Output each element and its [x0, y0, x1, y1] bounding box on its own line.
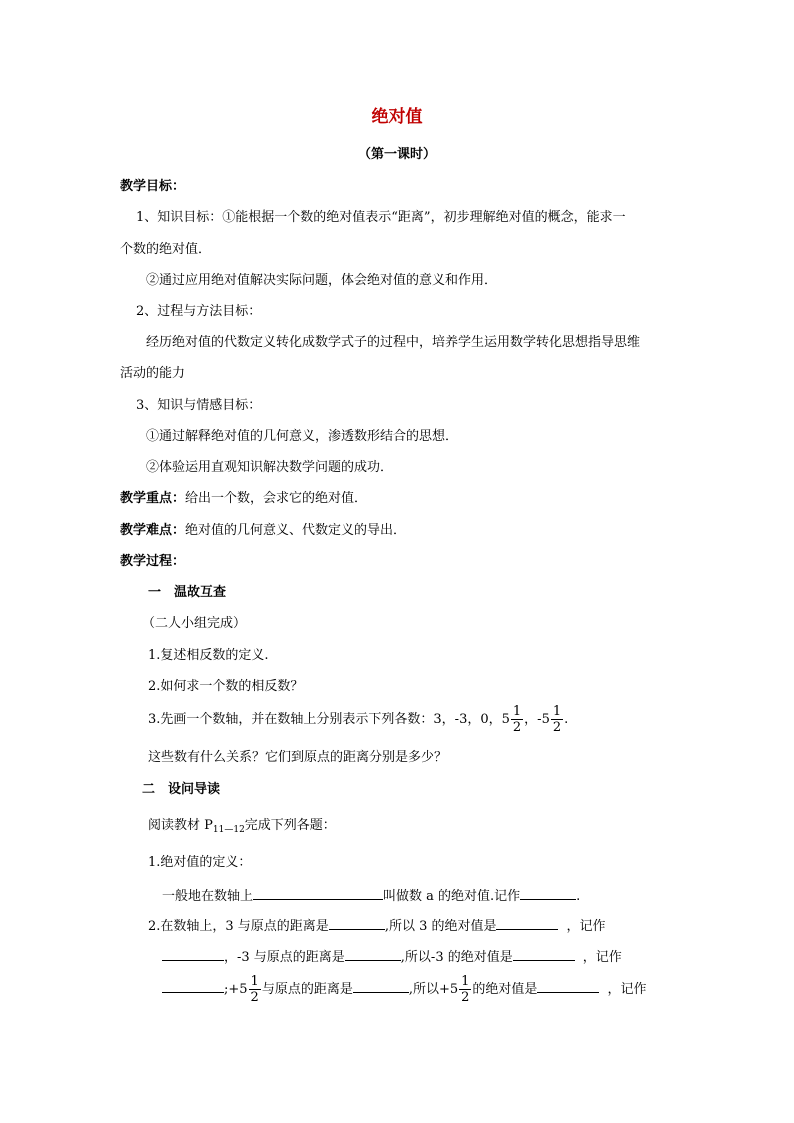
fraction-one-half-2: $\frac{1}{2}$	[552, 704, 562, 735]
definition-prefix: 一般地在数轴上	[162, 889, 254, 904]
blank-abs-3[interactable]	[496, 915, 558, 930]
section-1-question-2: 2.如何求一个数的相反数？	[148, 679, 304, 694]
question-2-line-2	[162, 946, 622, 968]
q2-text-b: ,所以 3 的绝对值是	[384, 919, 497, 934]
document-title: 绝对值	[371, 107, 423, 127]
section-1-question-1: 1.复述相反数的定义.	[148, 648, 269, 663]
blank-distance-3[interactable]	[329, 915, 385, 930]
q2-text-j: 的绝对值是	[472, 982, 538, 997]
lesson-subtitle: （第一课时）	[357, 147, 436, 162]
q2-text-k: ，记作	[607, 982, 647, 997]
key-point-label: 教学重点：	[120, 491, 186, 506]
section-1-question-3	[148, 702, 568, 738]
process-heading: 教学过程：	[120, 554, 186, 569]
difficulty-text: 绝对值的几何意义、代数定义的导出．	[185, 523, 407, 538]
section-2-question-1: 1.绝对值的定义：	[148, 855, 252, 870]
blank-notation[interactable]	[520, 885, 576, 900]
difficulty-point	[120, 521, 406, 541]
blank-abs-neg3[interactable]	[513, 946, 575, 961]
blank-abs-5half[interactable]	[537, 978, 599, 993]
q2-text-f: ，记作	[582, 950, 622, 965]
objective-1-line-1: 1、知识目标：①能根据一个数的绝对值表示“距离”，初步理解绝对值的概念，能求一	[136, 210, 626, 225]
section-2-heading: 二 设问导读	[142, 782, 221, 797]
section-1-question-4: 这些数有什么关系？它们到原点的距离分别是多少？	[148, 750, 448, 765]
blank-distance-5half[interactable]	[353, 978, 409, 993]
q2-text-d: ，-3 与原点的距离是	[224, 950, 345, 965]
blank-notation-neg3[interactable]	[162, 978, 224, 993]
question-2-line-3	[162, 970, 646, 1010]
question-2-line-1	[148, 915, 606, 937]
objective-1-line-2: 个数的绝对值．	[120, 242, 212, 257]
difficulty-label: 教学难点：	[120, 523, 186, 538]
definition-line	[162, 885, 580, 907]
question-3-end: .	[564, 712, 569, 727]
objective-3-heading: 3、知识与情感目标：	[136, 398, 262, 413]
q2-text-a: 2.在数轴上，3 与原点的距离是	[148, 919, 329, 934]
blank-definition[interactable]	[253, 885, 383, 900]
q2-text-e: ,所以-3 的绝对值是	[400, 950, 513, 965]
reading-pages: 11—12	[212, 825, 245, 835]
question-3-mid: ，-5	[524, 712, 550, 727]
blank-distance-neg3[interactable]	[345, 946, 401, 961]
reading-suffix: 完成下列各题：	[244, 818, 336, 833]
blank-notation-3[interactable]	[162, 946, 224, 961]
objective-1-item-2: ②通过应用绝对值解决实际问题，体会绝对值的意义和作用．	[146, 273, 498, 288]
q2-text-i: ,所以+5	[408, 982, 459, 997]
objective-2-line-2: 活动的能力	[120, 366, 186, 381]
key-point-text: 给出一个数，会求它的绝对值．	[185, 491, 368, 506]
objective-2-heading: 2、过程与方法目标：	[136, 304, 262, 319]
section-1-heading: 一 温故互查	[148, 585, 227, 600]
q2-text-c: ，记作	[566, 919, 606, 934]
key-point	[120, 489, 367, 509]
question-3-text: 3.先画一个数轴，并在数轴上分别表示下列各数：3，-3，0，5	[148, 712, 510, 727]
fraction-one-half-3: $\frac{1}{2}$	[250, 974, 259, 1005]
q2-text-h: 与原点的距离是	[261, 982, 353, 997]
definition-end: .	[576, 889, 581, 904]
fraction-one-half-4: $\frac{1}{2}$	[461, 974, 470, 1005]
objectives-heading: 教学目标：	[120, 179, 186, 194]
q2-text-g: ;+5	[224, 982, 248, 997]
objective-3-item-1: ①通过解释绝对值的几何意义，渗透数形结合的思想．	[146, 429, 459, 444]
reading-prefix: 阅读教材 P	[148, 818, 213, 833]
objective-3-item-2: ②体验运用直观知识解决数学问题的成功．	[146, 460, 394, 475]
definition-mid: 叫做数 a 的绝对值.记作	[383, 889, 521, 904]
fraction-one-half: $\frac{1}{2}$	[512, 704, 522, 735]
section-1-note: （二人小组完成）	[142, 616, 247, 631]
objective-2-line-1: 经历绝对值的代数定义转化成数学式子的过程中，培养学生运用数学转化思想指导思维	[146, 335, 641, 350]
section-2-reading	[148, 816, 336, 840]
